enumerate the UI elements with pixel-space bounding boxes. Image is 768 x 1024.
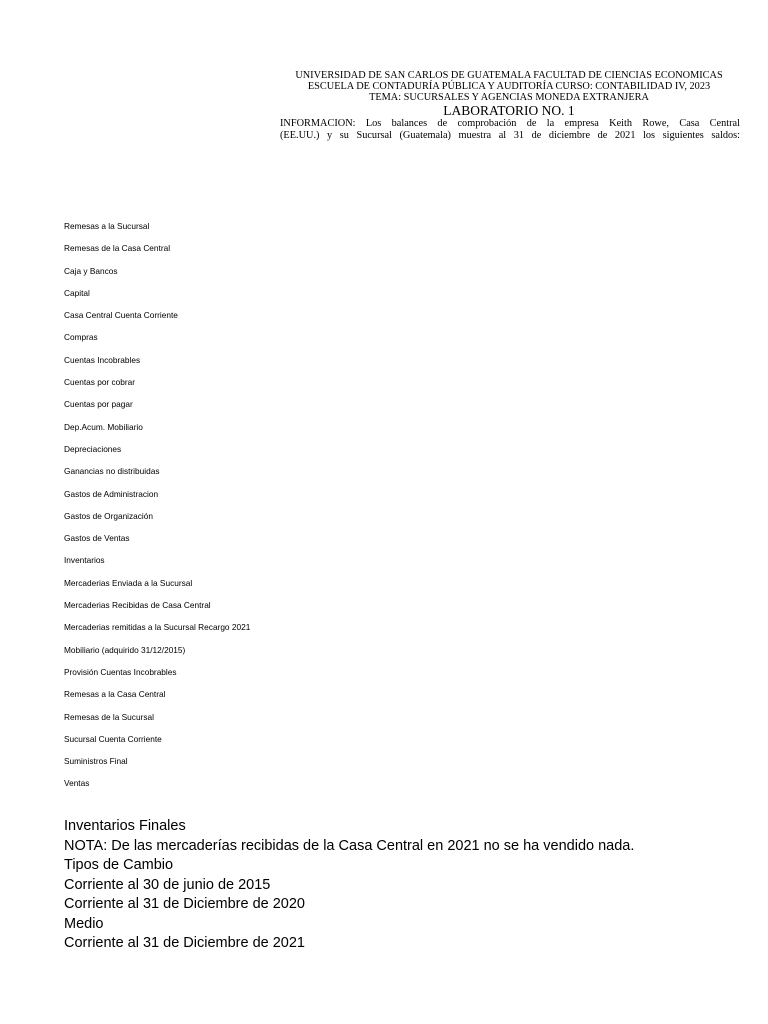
school-course-line: ESCUELA DE CONTADURÍA PÚBLICA Y AUDITORÍA CURSO: CONTABILIDAD IV, 2023: [307, 81, 711, 92]
account-item: Capital: [64, 287, 90, 298]
account-item: Sucursal Cuenta Corriente: [64, 733, 162, 744]
account-item: Dep.Acum. Mobiliario: [64, 421, 143, 432]
exchange-rates-heading: Tipos de Cambio: [64, 857, 174, 873]
account-item: Remesas a la Sucursal: [64, 221, 150, 231]
rate-average: Medio: [64, 915, 104, 932]
rate-2020: Corriente al 31 de Diciembre de 2020: [64, 896, 305, 912]
account-item: Remesas de la Casa Central: [64, 243, 171, 254]
account-item: Inventarios: [64, 555, 105, 566]
account-item: Casa Central Cuenta Corriente: [64, 310, 178, 321]
account-item: Gastos de Organización: [64, 510, 154, 521]
account-item: Provisión Cuentas Incobrables: [64, 666, 177, 677]
account-item: Gastos de Ventas: [64, 533, 130, 544]
lab-title: LABORATORIO NO. 1: [443, 103, 575, 118]
account-item: Mercaderias remitidas a la Sucursal Recargo 2021: [64, 622, 251, 633]
account-item: Depreciaciones: [64, 443, 122, 454]
account-item: Cuentas por cobrar: [64, 377, 136, 388]
rate-2021: Corriente al 31 de Diciembre de 2021: [64, 935, 305, 951]
account-item: Cuentas por pagar: [64, 399, 133, 410]
account-item: Ventas: [64, 778, 90, 789]
account-item: Mobiliario (adquirido 31/12/2015): [64, 644, 186, 655]
account-item: Mercaderias Enviada a la Sucursal: [64, 577, 193, 588]
info-line-1: INFORMACION: Los balances de comprobación de la empresa Keith Rowe, Casa Central: [280, 118, 740, 129]
account-list: [64, 215, 250, 795]
account-item: Remesas a la Casa Central: [64, 689, 166, 700]
account-item: Mercaderias Recibidas de Casa Central: [64, 600, 211, 611]
document-header: [276, 70, 742, 142]
university-title: UNIVERSIDAD DE SAN CARLOS DE GUATEMALA FACULTAD DE CIENCIAS ECONOMICAS: [295, 70, 723, 81]
account-item: Cuentas Incobrables: [64, 354, 141, 365]
info-line-2: (EE.UU.) y su Sucursal (Guatemala) muestra al 31 de diciembre de 2021 los siguientes saldos:: [280, 130, 740, 141]
topic-line: TEMA: SUCURSALES Y AGENCIAS MONEDA EXTRANJERA: [369, 92, 649, 103]
account-item: Remesas de la Sucursal: [64, 711, 154, 722]
notes-section: [64, 817, 634, 954]
account-item: Ganancias no distribuidas: [64, 466, 160, 477]
account-item: Suministros Final: [64, 756, 128, 767]
rate-2015: Corriente al 30 de junio de 2015: [64, 876, 271, 893]
final-inventories-label: Inventarios Finales: [64, 818, 186, 834]
account-item: Compras: [64, 332, 98, 343]
note-text: NOTA: De las mercaderías recibidas de la Casa Central en 2021 no se ha vendido nada.: [64, 837, 635, 854]
account-item: Caja y Bancos: [64, 265, 118, 276]
account-item: Gastos de Administracion: [64, 488, 159, 499]
